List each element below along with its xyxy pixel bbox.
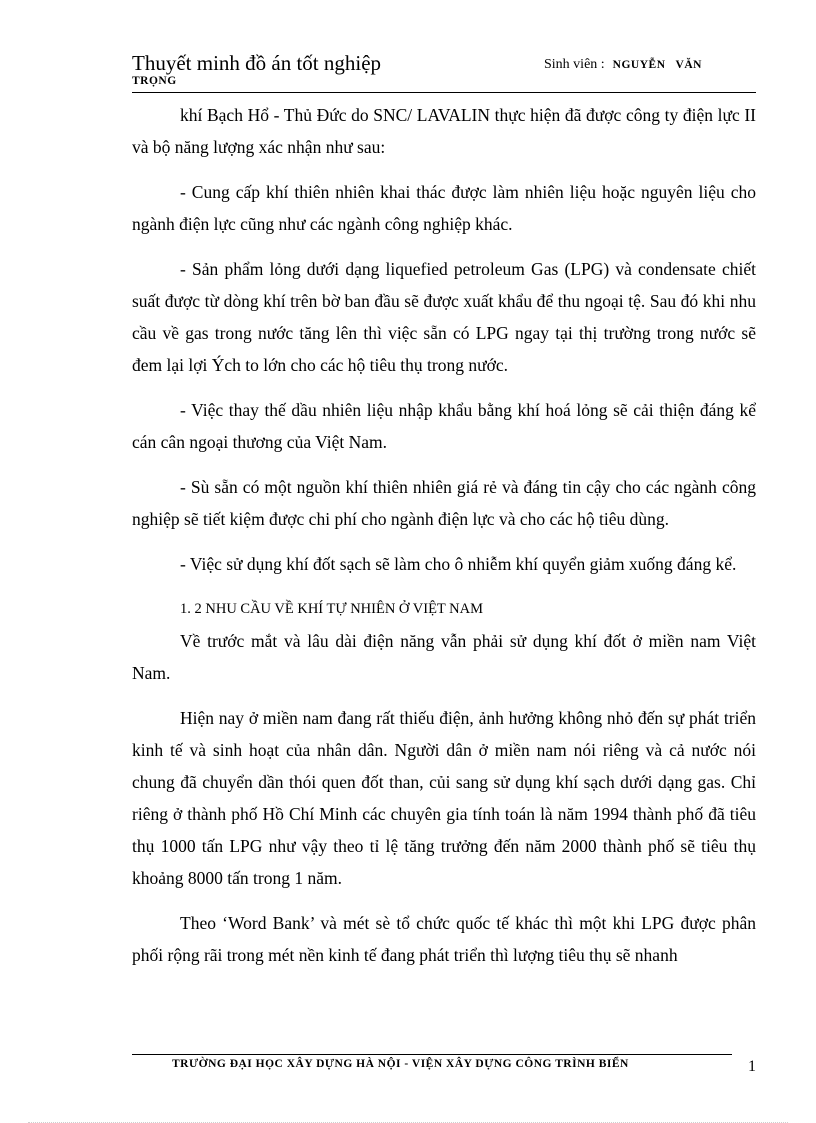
page-header: [132, 50, 756, 92]
header-divider: [132, 92, 756, 93]
paragraph-1: khí Bạch Hổ - Thủ Đức do SNC/ LAVALIN thực hiện đã được công ty điện lực II và bộ năng lượng xác nhận như sau:: [132, 105, 756, 157]
paragraph-3: - Sản phẩm lỏng dưới dạng liquefied petroleum Gas (LPG) và condensate chiết suất được từ dòng khí trên bờ ban đầu sẽ được xuất khẩu để thu ngoại tệ. Sau đó khi nhu cầu về gas trong nước tăng lên thì việc sẵn có LPG ngay tại thị trường trong nước sẽ đem lại lợi Ých to lớn cho các hộ tiêu thụ trong nước.: [132, 259, 756, 375]
student-label: Sinh viên :: [544, 57, 605, 72]
footer-institution: TRƯỜNG ĐẠI HỌC XÂY DỰNG HÀ NỘI - VIỆN XÂY DỰNG CÔNG TRÌNH BIỂN: [172, 1058, 629, 1070]
page-number: 1: [748, 1058, 756, 1075]
student-name: [613, 59, 702, 71]
document-title: Thuyết minh đồ án tốt nghiệp: [132, 51, 382, 75]
footer-divider: [132, 1054, 732, 1055]
section-heading: 1. 2 NHU CẦU VỀ KHÍ TỰ NHIÊN Ở VIỆT NAM: [180, 601, 483, 617]
paragraph-8: Hiện nay ở miền nam đang rất thiếu điện, ảnh hưởng không nhỏ đến sự phát triển kinh tế và sinh hoạt của nhân dân. Người dân ở miền nam nói riêng và cả nước nói chung đã chuyển dần thói quen đốt than, củi sang sử dụng khí sạch dưới dạng gas. Chỉ riêng ở thành phố Hồ Chí Minh các chuyên gia tính toán là năm 1994 thành phố đã tiêu thụ 1000 tấn LPG như vậy theo tỉ lệ tăng trưởng đến năm 2000 thành phố sẽ tiêu thụ khoảng 8000 tấn trong 1 năm.: [132, 708, 756, 888]
paragraph-4: - Việc thay thế dầu nhiên liệu nhập khẩu bằng khí hoá lỏng sẽ cải thiện đáng kể cán cân ngoại thương của Việt Nam.: [132, 400, 756, 452]
paragraph-5: - Sù sẵn có một nguồn khí thiên nhiên giá rẻ và đáng tin cậy cho các ngành công nghiệp sẽ tiết kiệm được chi phí cho ngành điện lực và cho các hộ tiêu dùng.: [132, 477, 756, 529]
student-name-part-2: VĂN: [675, 59, 702, 71]
paragraph-9: Theo ‘Word Bank’ và mét sè tổ chức quốc tế khác thì một khi LPG được phân phối rộng rãi trong mét nền kinh tế đang phát triển thì lượng tiêu thụ sẽ nhanh: [132, 913, 756, 965]
paragraph-7: Về trước mắt và lâu dài điện năng vẫn phải sử dụng khí đốt ở miền nam Việt Nam.: [132, 631, 756, 683]
student-name-continued: TRỌNG: [132, 75, 177, 87]
student-name-part-1: NGUYỄN: [612, 59, 666, 71]
paragraph-2: - Cung cấp khí thiên nhiên khai thác được làm nhiên liệu hoặc nguyên liệu cho ngành điện lực cũng như các ngành công nghiệp khác.: [132, 182, 756, 234]
paragraph-6: - Việc sử dụng khí đốt sạch sẽ làm cho ô nhiễm khí quyển giảm xuống đáng kể.: [180, 554, 737, 574]
document-body: [132, 99, 756, 971]
student-info: [544, 56, 702, 74]
